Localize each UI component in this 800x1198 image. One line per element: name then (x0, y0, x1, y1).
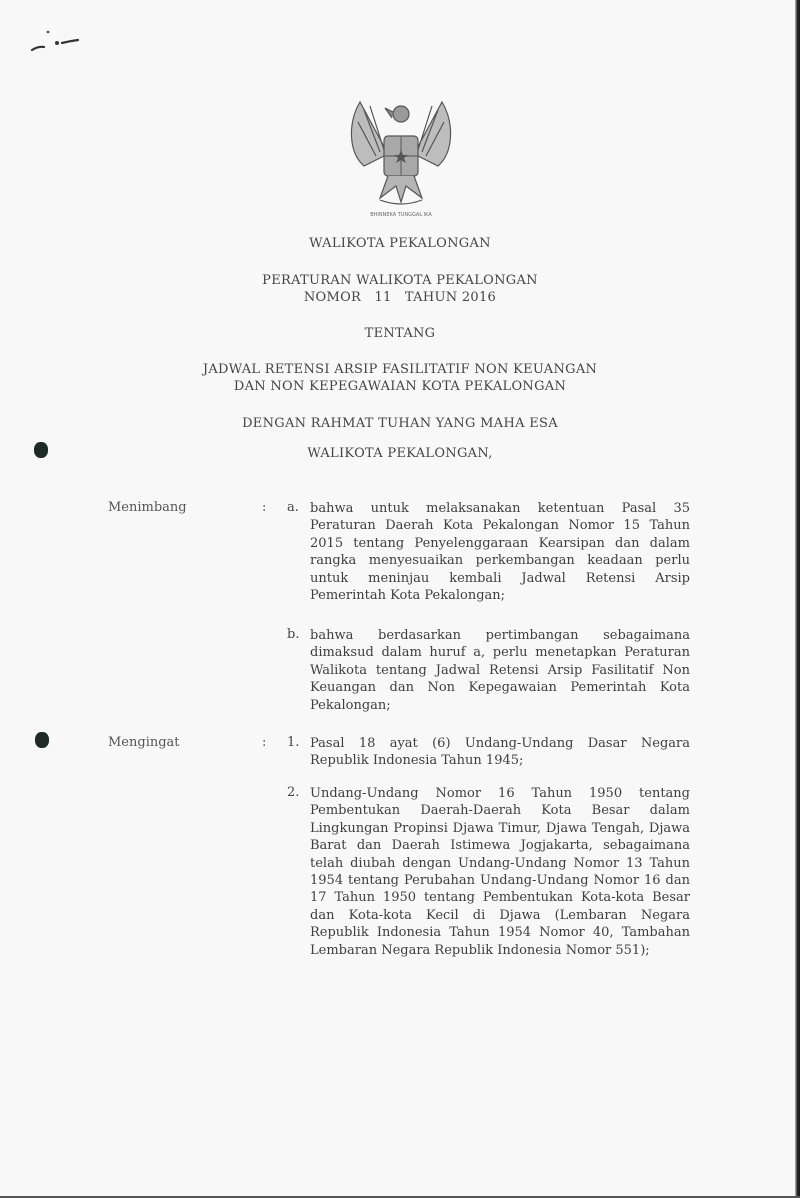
subject-line-1: JADWAL RETENSI ARSIP FASILITATIF NON KEUANGAN (202, 362, 598, 377)
about-heading: TENTANG (364, 326, 436, 341)
scan-mark-icon (28, 28, 88, 58)
item-marker: b. (287, 627, 300, 642)
section-label-menimbang: Menimbang (108, 500, 187, 515)
consideration-b: bahwa berdasarkan pertimbangan sebagaimana dimaksud dalam huruf a, perlu menetapkan Peraturan Walikota tentang Jadwal Retensi Arsip Fasilitatif Non Keuangan dan Non Kepegawaian Pemerintah Kota Pekalongan; (310, 628, 690, 713)
punch-hole-bottom (35, 732, 49, 748)
garuda-emblem-icon (340, 92, 462, 220)
item-marker: 2. (287, 785, 300, 800)
section-label-mengingat: Mengingat (108, 735, 180, 750)
item-marker: 1. (287, 735, 300, 750)
item-marker: a. (287, 500, 299, 515)
issuer: WALIKOTA PEKALONGAN, (307, 446, 493, 461)
scan-edge-right (795, 0, 800, 1198)
consideration-a: bahwa untuk melaksanakan ketentuan Pasal 35 Peraturan Daerah Kota Pekalongan Nomor 15 Tahun 2015 tentang Penyelenggaraan Kearsipan dan dalam rangka menyesuaikan perkembangan keadaan perlu untuk meninjau kembali Jadwal Retensi Arsip Pemerintah Kota Pekalongan; (310, 501, 690, 604)
authority-heading: WALIKOTA PEKALONGAN (309, 236, 491, 251)
legal-basis-2: Undang-Undang Nomor 16 Tahun 1950 tentang Pembentukan Daerah-Daerah Kota Besar dalam Lingkungan Propinsi Djawa Timur, Djawa Tengah, Djawa Barat dan Daerah Istimewa Jogjakarta, sebagaimana telah diubah dengan Undang-Undang Nomor 13 Tahun 1954 tentang Perubahan Undang-Undang Nomor 16 dan 17 Tahun 1950 tentang Pembentukan Kota-kota Besar dan Kota-kota Kecil di Djawa (Lembaran Negara Republik Indonesia Tahun 1954 Nomor 40, Tambahan Lembaran Negara Republik Indonesia Nomor 551); (310, 786, 690, 958)
regulation-title: PERATURAN WALIKOTA PEKALONGAN (262, 273, 538, 288)
subject-line-2: DAN NON KEPEGAWAIAN KOTA PEKALONGAN (233, 379, 567, 394)
regulation-number: NOMOR 11 TAHUN 2016 (303, 290, 497, 305)
svg-text:BHINNEKA TUNGGAL IKA: BHINNEKA TUNGGAL IKA (370, 212, 432, 218)
punch-hole-top (34, 442, 48, 458)
invocation: DENGAN RAHMAT TUHAN YANG MAHA ESA (242, 416, 558, 431)
legal-basis-1: Pasal 18 ayat (6) Undang-Undang Dasar Negara Republik Indonesia Tahun 1945; (310, 736, 690, 769)
section-colon: : (262, 500, 267, 515)
section-colon: : (262, 735, 267, 750)
